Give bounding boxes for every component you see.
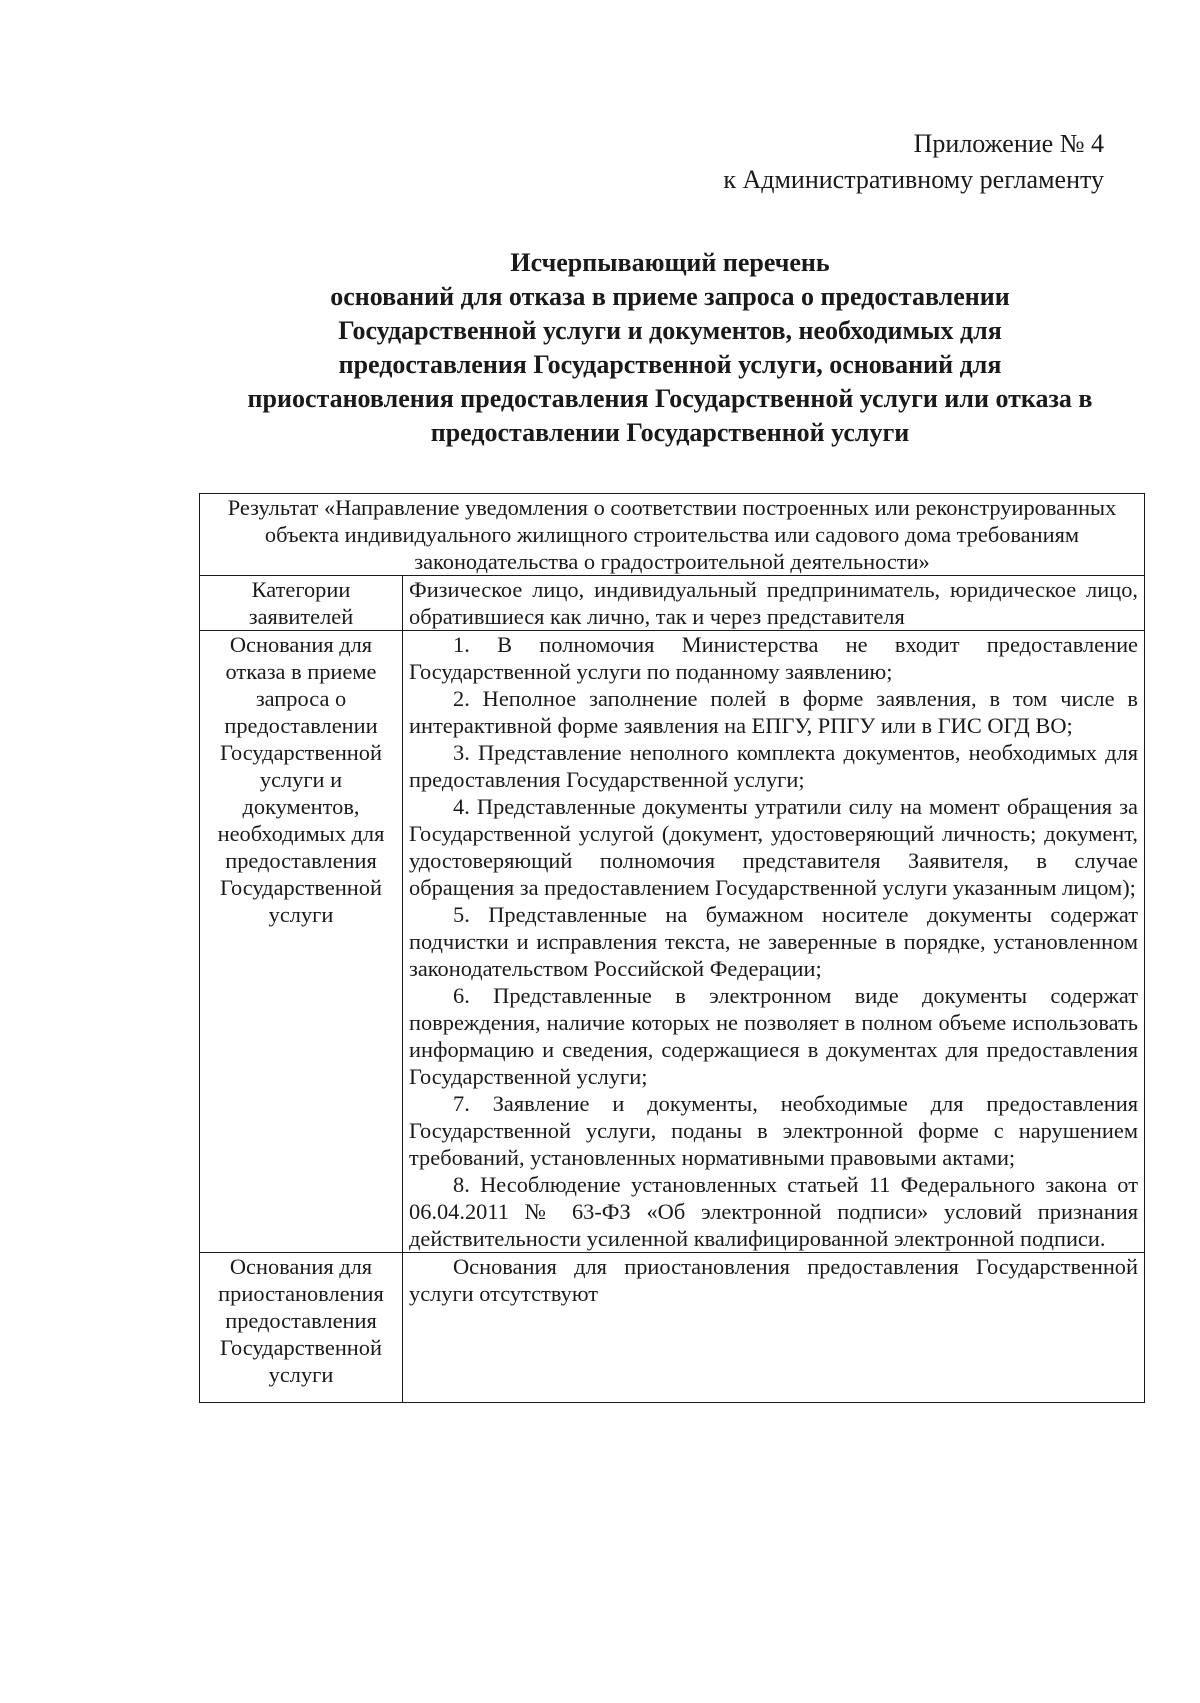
table-row xyxy=(200,576,1145,631)
list-item: 1. В полномочия Министерства не входит предоставление Государственной услуги по поданному заявлению; xyxy=(409,632,1138,684)
title-line: предоставления Государственной услуги, оснований для xyxy=(338,350,1002,379)
list-item: 6. Представленные в электронном виде документы содержат повреждения, наличие которых не позволяет в полном объеме использовать информацию и сведения, содержащиеся в документах для предоставления Государственной услуги; xyxy=(409,983,1138,1089)
list-item: 4. Представленные документы утратили силу на момент обращения за Государственной услугой (документ, удостоверяющий личность; документ, удостоверяющий полномочия представителя Заявителя, в случае обращения за предоставлением Государственной услуги указанным лицом); xyxy=(409,794,1138,900)
list-item: 5. Представленные на бумажном носителе документы содержат подчистки и исправления текста, не заверенные в порядке, установленном законодательством Российской Федерации; xyxy=(409,902,1138,981)
title-line: Исчерпывающий перечень xyxy=(510,248,830,277)
title-line: предоставлении Государственной услуги xyxy=(430,418,910,447)
table-header-row xyxy=(200,494,1145,576)
title-line: оснований для отказа в приеме запроса о предоставлении xyxy=(330,282,1010,311)
appendix-reference: к Административному регламенту xyxy=(723,165,1104,194)
suspension-grounds-value xyxy=(403,1253,1145,1403)
result-header-cell: Результат «Направление уведомления о соответствии построенных или реконструированных объекта индивидуального жилищного строительства или садового дома требованиям законодательства о градостроительной деятельности» xyxy=(200,494,1145,576)
title-line: приостановления предоставления Государственной услуги или отказа в xyxy=(247,384,1093,413)
grounds-table xyxy=(199,493,1145,1403)
appendix-header xyxy=(723,126,1104,198)
list-item: 2. Неполное заполнение полей в форме заявления, в том числе в интерактивной форме заявления на ЕПГУ, РПГУ или в ГИС ОГД ВО; xyxy=(409,686,1138,738)
document-title xyxy=(190,246,1150,450)
list-item: 7. Заявление и документы, необходимые для предоставления Государственной услуги, поданы в электронной форме с нарушением требований, установленных нормативными правовыми актами; xyxy=(409,1091,1138,1170)
refusal-grounds-label: Основания для отказа в приеме запроса о предоставлении Государственной услуги и документов, необходимых для предоставления Государственной услуги xyxy=(200,631,403,1253)
title-line: Государственной услуги и документов, необходимых для xyxy=(338,316,1002,345)
applicant-categories-label: Категории заявителей xyxy=(200,576,403,631)
table-row xyxy=(200,1253,1145,1403)
suspension-grounds-label: Основания для приостановления предоставления Государственной услуги xyxy=(200,1253,403,1403)
refusal-grounds-list xyxy=(403,631,1145,1253)
list-item: Основания для приостановления предоставления Государственной услуги отсутствуют xyxy=(409,1254,1138,1306)
appendix-number: Приложение № 4 xyxy=(913,129,1104,158)
list-item: 3. Представление неполного комплекта документов, необходимых для предоставления Государственной услуги; xyxy=(409,740,1138,792)
table-row xyxy=(200,631,1145,1253)
list-item: 8. Несоблюдение установленных статьей 11 Федерального закона от 06.04.2011 № 63-ФЗ «Об электронной подписи» условий признания действительности усиленной квалифицированной электронной подписи. xyxy=(409,1172,1138,1251)
applicant-categories-value: Физическое лицо, индивидуальный предприниматель, юридическое лицо, обратившиеся как лично, так и через представителя xyxy=(403,576,1145,631)
